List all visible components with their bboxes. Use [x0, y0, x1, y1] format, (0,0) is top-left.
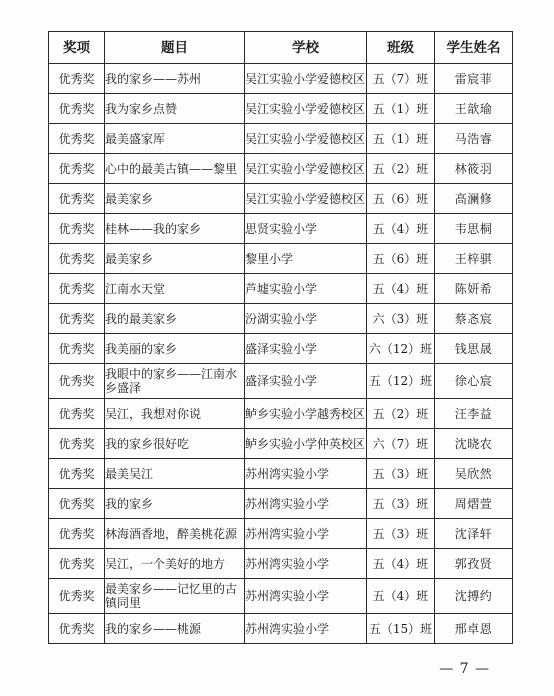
table-row: [49, 244, 513, 274]
cell-award: 优秀奖: [49, 154, 105, 184]
cell-school: 苏州湾实验小学: [245, 489, 367, 519]
cell-student-name: 钱思晟: [435, 334, 513, 364]
cell-award: 优秀奖: [49, 334, 105, 364]
cell-student-name: 沈泽轩: [435, 519, 513, 549]
cell-school: 黎里小学: [245, 244, 367, 274]
table-row: [49, 549, 513, 579]
cell-award: 优秀奖: [49, 64, 105, 94]
table-row: [49, 304, 513, 334]
cell-student-name: 韦思桐: [435, 214, 513, 244]
cell-award: 优秀奖: [49, 614, 105, 644]
cell-title: 最美家乡: [105, 184, 245, 214]
cell-school: 苏州湾实验小学: [245, 519, 367, 549]
header-class: 班级: [367, 32, 435, 64]
cell-school: 苏州湾实验小学: [245, 549, 367, 579]
cell-title: 最美家乡: [105, 244, 245, 274]
cell-class: 六（3）班: [367, 304, 435, 334]
cell-class: 六（7）班: [367, 429, 435, 459]
cell-student-name: 吴欣然: [435, 459, 513, 489]
cell-class: 五（1）班: [367, 94, 435, 124]
table-row: [49, 459, 513, 489]
cell-class: 五（3）班: [367, 459, 435, 489]
cell-award: 优秀奖: [49, 429, 105, 459]
cell-award: 优秀奖: [49, 184, 105, 214]
table-row: [49, 614, 513, 644]
cell-class: 五（15）班: [367, 614, 435, 644]
header-award: 奖项: [49, 32, 105, 64]
cell-school: 苏州湾实验小学: [245, 614, 367, 644]
cell-award: 优秀奖: [49, 549, 105, 579]
cell-award: 优秀奖: [49, 124, 105, 154]
cell-school: 盛泽实验小学: [245, 334, 367, 364]
cell-award: 优秀奖: [49, 399, 105, 429]
table-row: [49, 64, 513, 94]
cell-class: 五（4）班: [367, 274, 435, 304]
table-row: [49, 124, 513, 154]
cell-title: 林海酒香地，醉美桃花源: [105, 519, 245, 549]
cell-student-name: 邢卓恩: [435, 614, 513, 644]
cell-award: 优秀奖: [49, 459, 105, 489]
table-row: [49, 214, 513, 244]
cell-award: 优秀奖: [49, 519, 105, 549]
cell-class: 五（2）班: [367, 154, 435, 184]
cell-school: 汾湖实验小学: [245, 304, 367, 334]
cell-title: 我眼中的家乡——江南水乡盛泽: [105, 364, 245, 399]
cell-title: 最美家乡——记忆里的古镇同里: [105, 579, 245, 614]
cell-school: 吴江实验小学爱德校区: [245, 124, 367, 154]
cell-title: 桂林——我的家乡: [105, 214, 245, 244]
cell-class: 五（3）班: [367, 489, 435, 519]
cell-class: 五（2）班: [367, 399, 435, 429]
cell-school: 鲈乡实验小学越秀校区: [245, 399, 367, 429]
cell-title: 最美吴江: [105, 459, 245, 489]
table-row: [49, 274, 513, 304]
cell-school: 芦墟实验小学: [245, 274, 367, 304]
table-header-row: [49, 32, 513, 64]
cell-student-name: 沈晓农: [435, 429, 513, 459]
cell-student-name: 蔡忞宸: [435, 304, 513, 334]
cell-student-name: 马浩睿: [435, 124, 513, 154]
cell-school: 吴江实验小学爱德校区: [245, 184, 367, 214]
table-row: [49, 399, 513, 429]
table-body: [49, 64, 513, 644]
cell-award: 优秀奖: [49, 579, 105, 614]
cell-title: 我的家乡很好吃: [105, 429, 245, 459]
cell-award: 优秀奖: [49, 489, 105, 519]
cell-student-name: 郭孜贤: [435, 549, 513, 579]
table-row: [49, 94, 513, 124]
cell-student-name: 徐心宸: [435, 364, 513, 399]
cell-class: 五（3）班: [367, 519, 435, 549]
cell-school: 盛泽实验小学: [245, 364, 367, 399]
cell-student-name: 雷宸菲: [435, 64, 513, 94]
cell-title: 我美丽的家乡: [105, 334, 245, 364]
cell-student-name: 陈妍希: [435, 274, 513, 304]
cell-title: 我的家乡——桃源: [105, 614, 245, 644]
cell-school: 苏州湾实验小学: [245, 579, 367, 614]
cell-award: 优秀奖: [49, 274, 105, 304]
cell-school: 苏州湾实验小学: [245, 459, 367, 489]
cell-student-name: 王梓骐: [435, 244, 513, 274]
header-student-name: 学生姓名: [435, 32, 513, 64]
table-row: [49, 489, 513, 519]
cell-class: 五（6）班: [367, 244, 435, 274]
cell-student-name: 王歆瑜: [435, 94, 513, 124]
cell-school: 鲈乡实验小学仲英校区: [245, 429, 367, 459]
table-row: [49, 519, 513, 549]
cell-class: 五（4）班: [367, 549, 435, 579]
cell-class: 五（4）班: [367, 579, 435, 614]
cell-title: 我的家乡——苏州: [105, 64, 245, 94]
page-number: — 7 —: [439, 661, 490, 677]
cell-title: 吴江，一个美好的地方: [105, 549, 245, 579]
cell-student-name: 沈搏约: [435, 579, 513, 614]
cell-student-name: 林筱羽: [435, 154, 513, 184]
cell-title: 我为家乡点赞: [105, 94, 245, 124]
cell-title: 心中的最美古镇——黎里: [105, 154, 245, 184]
cell-student-name: 周熠萱: [435, 489, 513, 519]
cell-award: 优秀奖: [49, 214, 105, 244]
cell-student-name: 汪李益: [435, 399, 513, 429]
table-row: [49, 184, 513, 214]
cell-class: 五（4）班: [367, 214, 435, 244]
cell-title: 我的家乡: [105, 489, 245, 519]
table-row: [49, 429, 513, 459]
cell-school: 吴江实验小学爱德校区: [245, 94, 367, 124]
awards-table: [48, 31, 513, 644]
cell-school: 吴江实验小学爱德校区: [245, 64, 367, 94]
table-row: [49, 334, 513, 364]
cell-class: 五（12）班: [367, 364, 435, 399]
cell-title: 最美盛家厍: [105, 124, 245, 154]
cell-award: 优秀奖: [49, 94, 105, 124]
table-row: [49, 154, 513, 184]
cell-class: 六（12）班: [367, 334, 435, 364]
cell-class: 五（1）班: [367, 124, 435, 154]
cell-award: 优秀奖: [49, 304, 105, 334]
cell-class: 五（7）班: [367, 64, 435, 94]
cell-award: 优秀奖: [49, 244, 105, 274]
cell-school: 思贤实验小学: [245, 214, 367, 244]
header-title: 题目: [105, 32, 245, 64]
cell-class: 五（6）班: [367, 184, 435, 214]
cell-student-name: 高澜修: [435, 184, 513, 214]
cell-title: 吴江，我想对你说: [105, 399, 245, 429]
table-row: [49, 579, 513, 614]
header-school: 学校: [245, 32, 367, 64]
table-row: [49, 364, 513, 399]
cell-title: 江南水天堂: [105, 274, 245, 304]
cell-school: 吴江实验小学爱德校区: [245, 154, 367, 184]
cell-title: 我的最美家乡: [105, 304, 245, 334]
cell-award: 优秀奖: [49, 364, 105, 399]
